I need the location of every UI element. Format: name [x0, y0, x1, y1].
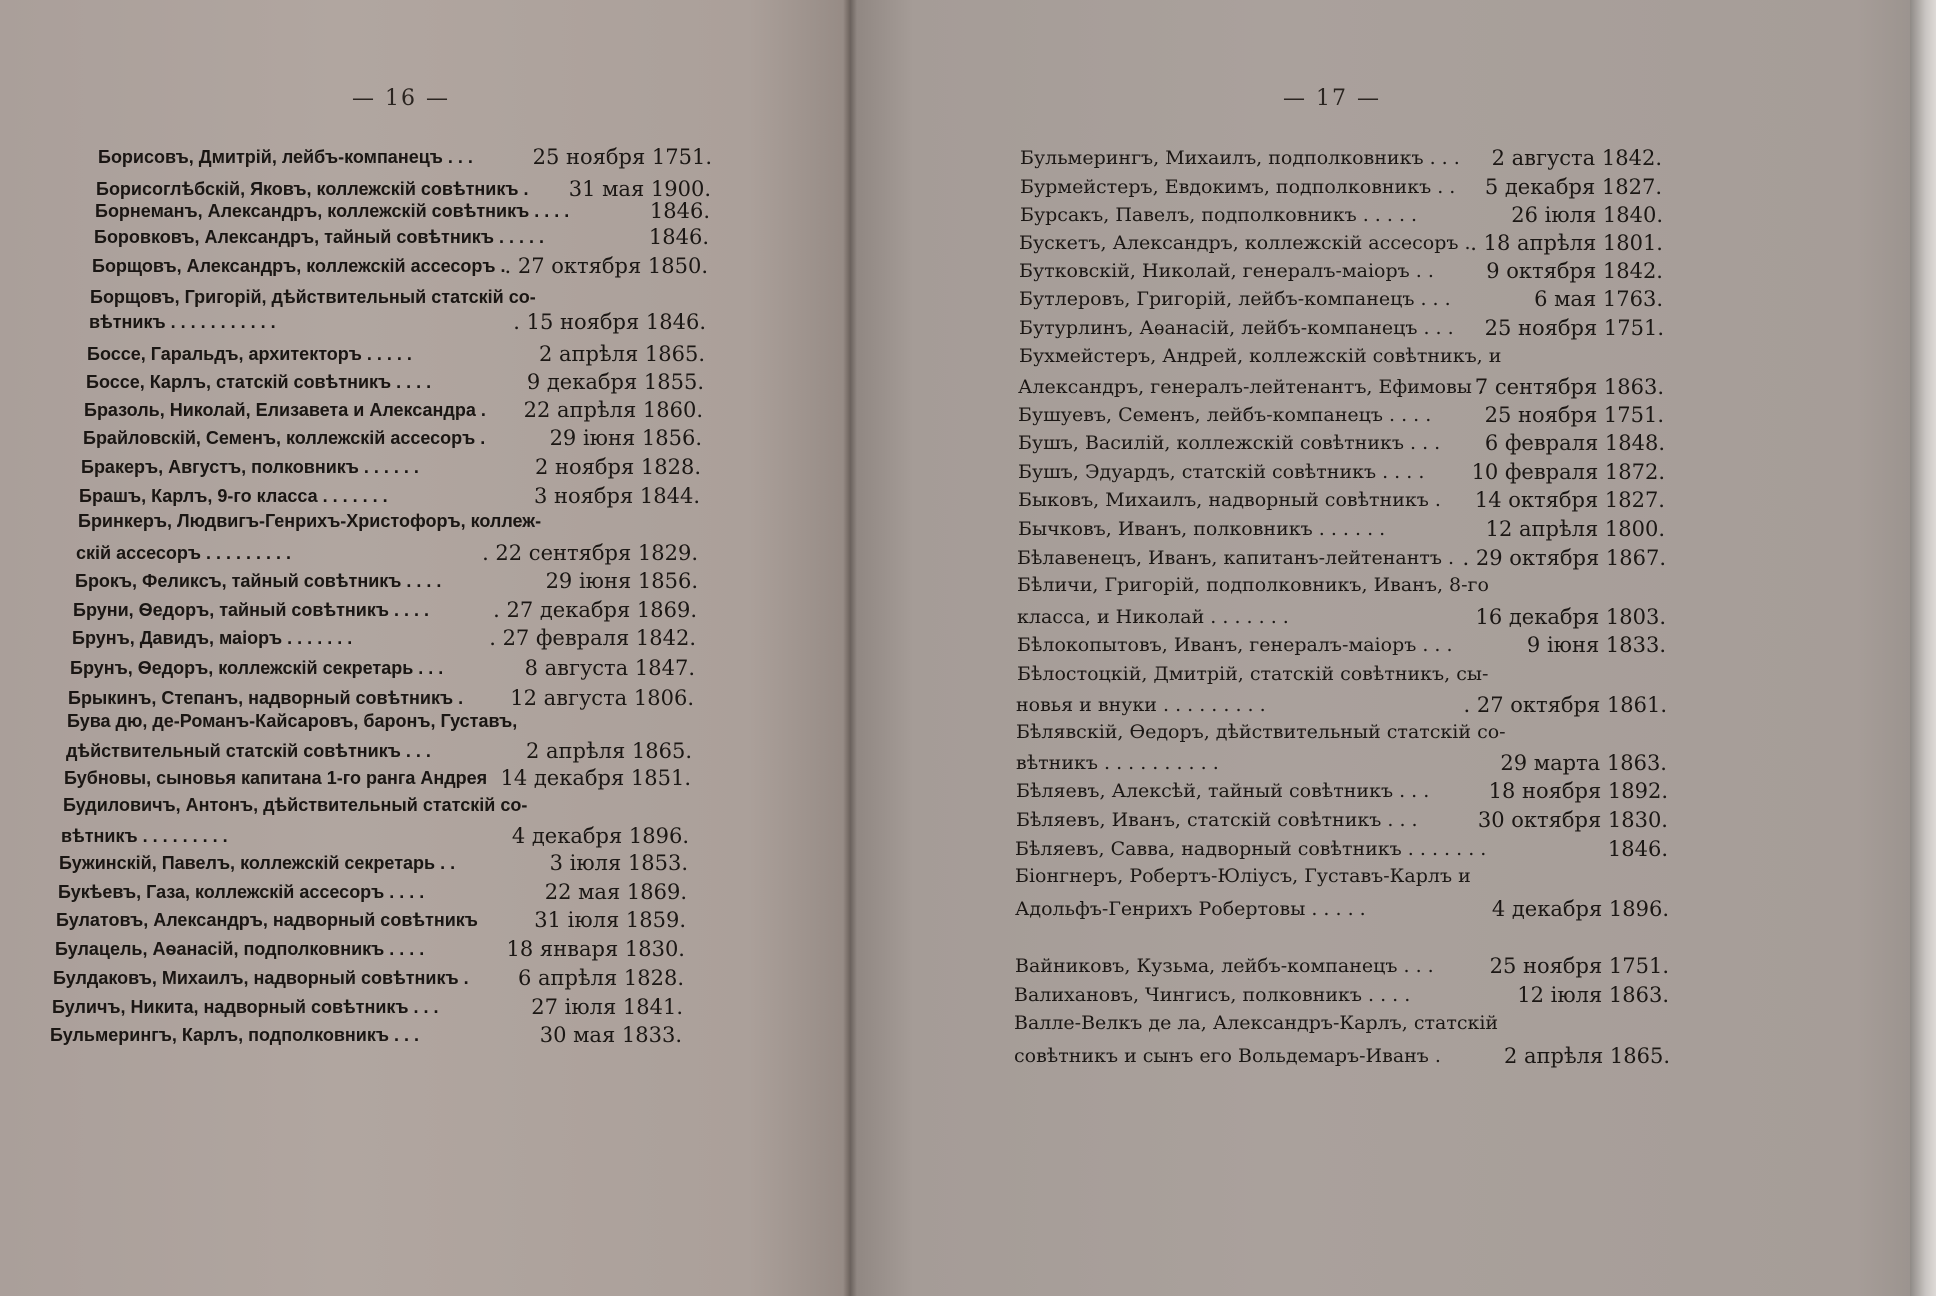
entry-line [1019, 316, 1664, 340]
entry-name: Брокъ, Феликсъ, тайный совѣтникъ . . . . [75, 571, 442, 591]
entry-line [95, 199, 710, 223]
entry-line [94, 225, 709, 249]
entry-name: Букѣевъ, Газа, коллежскій ассесоръ . . . . [58, 882, 425, 902]
entry-line [68, 686, 694, 710]
entry-line [1016, 751, 1667, 775]
entry-name: Бушъ, Василій, коллежскій совѣтникъ . . . [1018, 432, 1441, 454]
entry-date: 25 ноября 1751. [1489, 954, 1669, 978]
entry-date: 1846. [649, 199, 710, 223]
entry-line [89, 310, 706, 334]
entry-line [72, 626, 696, 650]
entry-date: 22 мая 1869. [544, 880, 687, 904]
entry-line [70, 656, 695, 680]
entry-name: Бѣлокопытовъ, Иванъ, генералъ-маіоръ . . . [1017, 634, 1453, 656]
entry-line [96, 177, 711, 201]
entry-line [1018, 375, 1664, 399]
page-edge [1910, 0, 1936, 1296]
entry-line [1015, 954, 1669, 978]
entry-date: . 18 апрѣля 1801. [1470, 231, 1663, 255]
entry-line [90, 285, 707, 309]
entry-line [81, 455, 701, 479]
entry-date: . 27 октября 1861. [1463, 693, 1667, 717]
entry-line [1016, 720, 1667, 744]
entry-name: Валле-Велкъ де ла, Александръ-Карлъ, статскій [1014, 1012, 1499, 1034]
entry-date: 14 октября 1827. [1474, 488, 1665, 512]
entry-name: Бѣличи, Григорій, подполковникъ, Иванъ, 8-го [1017, 574, 1489, 596]
entry-line [1015, 897, 1669, 921]
entry-name: Борисоглѣбскій, Яковъ, коллежскій совѣтникъ . [96, 179, 529, 199]
entry-date: 4 декабря 1896. [1491, 897, 1669, 921]
entry-name: вѣтникъ . . . . . . . . . . [1016, 752, 1219, 774]
entry-name: Бускетъ, Александръ, коллежскій ассесоръ . [1019, 232, 1471, 254]
entry-name: совѣтникъ и сынъ его Вольдемаръ-Иванъ . [1014, 1045, 1441, 1067]
entry-name: Бухмейстеръ, Андрей, коллежскій совѣтникъ, и [1019, 345, 1502, 367]
entry-line [63, 793, 690, 817]
entry-line [1017, 605, 1666, 629]
entry-date: 12 іюля 1863. [1517, 983, 1669, 1007]
entry-line [1020, 203, 1663, 227]
entry-name: Бруни, Ѳедоръ, тайный совѣтникъ . . . . [73, 600, 430, 620]
entry-name: вѣтникъ . . . . . . . . . [61, 826, 228, 846]
entry-line [1016, 779, 1668, 803]
book-gutter [843, 0, 857, 1296]
entry-name: Адольфъ-Генрихъ Робертовы . . . . . [1015, 898, 1366, 920]
entry-name: Боссе, Карлъ, статскій совѣтникъ . . . . [86, 372, 432, 392]
entry-line [1018, 403, 1664, 427]
entry-date: 5 декабря 1827. [1484, 175, 1662, 199]
entry-name: Будиловичъ, Антонъ, дѣйствительный статскій со- [63, 795, 528, 815]
entry-name: Борщовъ, Григорій, дѣйствительный статскій со- [90, 287, 536, 307]
entry-line [1017, 546, 1666, 570]
entry-line [1020, 175, 1662, 199]
entry-date: 6 февраля 1848. [1484, 431, 1665, 455]
entry-date: 6 мая 1763. [1534, 287, 1663, 311]
entry-date: 8 августа 1847. [524, 656, 695, 680]
entry-date: 25 ноября 1751. [1484, 403, 1664, 427]
entry-line [1017, 662, 1667, 686]
entry-name: Вайниковъ, Кузьма, лейбъ-компанецъ . . . [1015, 955, 1434, 977]
entry-line [1014, 1011, 1670, 1035]
entry-date: 2 апрѣля 1865. [538, 342, 705, 366]
entry-date: 25 ноября 1751. [532, 145, 712, 169]
entry-date: 18 января 1830. [506, 937, 685, 961]
entry-name: Брыкинъ, Степанъ, надворный совѣтникъ . [68, 688, 464, 708]
entry-name: Булатовъ, Александръ, надворный совѣтникъ [56, 910, 478, 930]
entry-name: Бычковъ, Иванъ, полковникъ . . . . . . [1018, 518, 1386, 540]
entry-date: 30 октября 1830. [1477, 808, 1668, 832]
entry-name: Брашъ, Карлъ, 9-го класса . . . . . . . [79, 486, 388, 506]
entry-date: 31 мая 1900. [568, 177, 711, 201]
entry-name: вѣтникъ . . . . . . . . . . . [89, 312, 276, 332]
entry-name: Бурсакъ, Павелъ, подполковникъ . . . . . [1020, 204, 1418, 226]
entry-line [1019, 344, 1664, 368]
entry-date: 2 ноября 1828. [534, 455, 701, 479]
entry-name: Александръ, генералъ-лейтенантъ, Ефимовы . [1018, 376, 1485, 398]
entry-name: Валихановъ, Чингисъ, полковникъ . . . . [1014, 984, 1411, 1006]
entry-name: Бубновы, сыновья капитана 1-го ранга Андрея [64, 768, 488, 788]
entry-name: Бѣляевъ, Иванъ, статскій совѣтникъ . . . [1016, 809, 1418, 831]
entry-line [52, 995, 683, 1019]
entry-line [79, 484, 700, 508]
entry-date: 16 декабря 1803. [1475, 605, 1666, 629]
entry-date: 30 мая 1833. [539, 1023, 682, 1047]
entry-line [78, 509, 700, 533]
right-page [850, 0, 1910, 1296]
entry-date: 3 іюля 1853. [549, 851, 688, 875]
entry-date: 6 апрѣля 1828. [517, 966, 684, 990]
entry-name: Борнеманъ, Александръ, коллежскій совѣтникъ . . . . [95, 201, 570, 221]
entry-name: Брайловскій, Семенъ, коллежскій ассесоръ . [83, 428, 486, 448]
entry-date: . 29 октября 1867. [1462, 546, 1666, 570]
entry-date: 14 декабря 1851. [500, 766, 691, 790]
entry-name: класса, и Николай . . . . . . . [1017, 606, 1289, 628]
entry-name: Бушуевъ, Семенъ, лейбъ-компанецъ . . . . [1018, 404, 1432, 426]
entry-name: Бульмерингъ, Карлъ, подполковникъ . . . [50, 1025, 419, 1045]
entry-name: дѣйствительный статскій совѣтникъ . . . [66, 741, 431, 761]
entry-line [1014, 1044, 1670, 1068]
entry-name: Бутлеровъ, Григорій, лейбъ-компанецъ . . . [1019, 288, 1451, 310]
entry-name: Бракеръ, Августъ, полковникъ . . . . . . [81, 457, 419, 477]
entry-date: 31 іюля 1859. [534, 908, 686, 932]
entry-line [1019, 287, 1663, 311]
entry-name: Бурмейстеръ, Евдокимъ, подполковникъ . . [1020, 176, 1456, 198]
entry-date: 27 іюля 1841. [531, 995, 683, 1019]
entry-line [1015, 864, 1668, 888]
entry-line [1016, 693, 1667, 717]
entry-line [59, 851, 688, 875]
entry-name: новья и внуки . . . . . . . . . [1016, 694, 1266, 716]
entry-line [1017, 573, 1666, 597]
entry-name: Бульмерингъ, Михаилъ, подполковникъ . . . [1020, 147, 1460, 169]
entry-name: Буличъ, Никита, надворный совѣтникъ . . . [52, 997, 439, 1017]
entry-line [86, 370, 704, 394]
entry-date: 10 февраля 1872. [1471, 460, 1665, 484]
entry-line [1020, 146, 1662, 170]
entry-date: 9 декабря 1855. [526, 370, 704, 394]
entry-name: Бушъ, Эдуардъ, статскій совѣтникъ . . . . [1018, 461, 1425, 483]
entry-date: . 22 сентября 1829. [482, 541, 698, 565]
entry-date: . 27 октября 1850. [504, 254, 708, 278]
entry-date: 7 сентября 1863. [1474, 375, 1664, 399]
entry-date: 25 ноября 1751. [1484, 316, 1664, 340]
entry-name: Бѣлавенецъ, Иванъ, капитанъ-лейтенантъ . [1017, 547, 1455, 569]
entry-name: Брунъ, Ѳедоръ, коллежскій секретарь . . . [70, 658, 444, 678]
entry-name: Борщовъ, Александръ, коллежскій ассесоръ . [92, 256, 506, 276]
entry-line [1018, 460, 1665, 484]
entry-date: . 15 ноября 1846. [513, 310, 706, 334]
entry-line [1018, 488, 1665, 512]
entry-name: Бѣляевъ, Алексѣй, тайный совѣтникъ . . . [1016, 780, 1430, 802]
entry-date: 22 апрѣля 1860. [523, 398, 703, 422]
entry-date: 12 апрѣля 1800. [1485, 517, 1665, 541]
entry-name: Бѣлостоцкій, Дмитрій, статскій совѣтникъ, сы- [1017, 663, 1489, 685]
entry-date: 29 іюня 1856. [549, 426, 702, 450]
entry-name: Бува дю, де-Романъ-Кайсаровъ, баронъ, Густавъ, [67, 711, 518, 731]
entry-line [1019, 231, 1663, 255]
entry-date: 29 іюня 1856. [545, 569, 698, 593]
entry-line [98, 145, 712, 169]
entry-line [50, 1023, 682, 1047]
entry-date: 2 апрѣля 1865. [1503, 1044, 1670, 1068]
entry-date: 9 октября 1842. [1486, 259, 1663, 283]
entry-line [92, 254, 708, 278]
entry-name: Быковъ, Михаилъ, надворный совѣтникъ . [1018, 489, 1441, 511]
entry-line [53, 966, 684, 990]
entry-line [61, 824, 689, 848]
entry-date: 12 августа 1806. [510, 686, 694, 710]
entry-name: Булдаковъ, Михаилъ, надворный совѣтникъ . [53, 968, 469, 988]
entry-date: 1846. [648, 225, 709, 249]
entry-name: Бутковскій, Николай, генералъ-маіоръ . . [1019, 260, 1434, 282]
entry-line [67, 709, 693, 733]
entry-date: 26 іюля 1840. [1511, 203, 1663, 227]
entry-line [73, 598, 697, 622]
entry-date: 1846. [1607, 837, 1668, 861]
entry-name: скій ассесоръ . . . . . . . . . [76, 543, 292, 563]
entry-date: 29 марта 1863. [1500, 751, 1667, 775]
entry-name: Бѣляевъ, Савва, надворный совѣтникъ . . . . . . . [1015, 838, 1487, 860]
page-number: — 17 — [1283, 86, 1381, 111]
entry-date: 9 іюня 1833. [1526, 633, 1666, 657]
entry-name: Боровковъ, Александръ, тайный совѣтникъ . . . . . [94, 227, 544, 247]
entry-date: 18 ноября 1892. [1488, 779, 1668, 803]
entry-line [84, 398, 703, 422]
entry-date: . 27 декабря 1869. [493, 598, 697, 622]
entry-line [75, 569, 698, 593]
entry-date: 4 декабря 1896. [511, 824, 689, 848]
entry-name: Булацель, Аѳанасій, подполковникъ . . . . [55, 939, 425, 959]
entry-line [1016, 808, 1668, 832]
entry-name: Бужинскій, Павелъ, коллежскій секретарь . . [59, 853, 456, 873]
entry-name: Брунъ, Давидъ, маіоръ . . . . . . . [72, 628, 353, 648]
entry-line [76, 541, 698, 565]
entry-line [1019, 259, 1663, 283]
entry-name: Бутурлинъ, Аѳанасій, лейбъ-компанецъ . . . [1019, 317, 1454, 339]
left-page [0, 0, 850, 1296]
entry-line [1018, 517, 1665, 541]
entry-date: . 27 февраля 1842. [489, 626, 696, 650]
entry-date: 3 ноября 1844. [533, 484, 700, 508]
entry-line [1014, 983, 1669, 1007]
entry-line [87, 342, 705, 366]
entry-line [64, 766, 691, 790]
entry-line [55, 937, 685, 961]
entry-name: Біонгнеръ, Робертъ-Юліусъ, Густавъ-Карлъ и [1015, 865, 1471, 887]
entry-name: Бринкеръ, Людвигъ-Генрихъ-Христофоръ, коллеж- [78, 511, 542, 531]
entry-line [1015, 837, 1668, 861]
entry-date: 2 апрѣля 1865. [525, 739, 692, 763]
entry-name: Боссе, Гаральдъ, архитекторъ . . . . . [87, 344, 412, 364]
entry-line [56, 908, 686, 932]
entry-line [58, 880, 687, 904]
entry-line [1017, 633, 1666, 657]
entry-name: Борисовъ, Дмитрій, лейбъ-компанецъ . . . [98, 147, 473, 167]
entry-name: Бѣлявскій, Ѳедоръ, дѣйствительный статскій со- [1016, 721, 1506, 743]
entry-line [83, 426, 702, 450]
entry-date: 2 августа 1842. [1491, 146, 1662, 170]
entry-line [66, 739, 692, 763]
page-number: — 16 — [352, 86, 450, 111]
entry-name: Бразоль, Николай, Елизавета и Александра . [84, 400, 486, 420]
entry-line [1018, 431, 1665, 455]
